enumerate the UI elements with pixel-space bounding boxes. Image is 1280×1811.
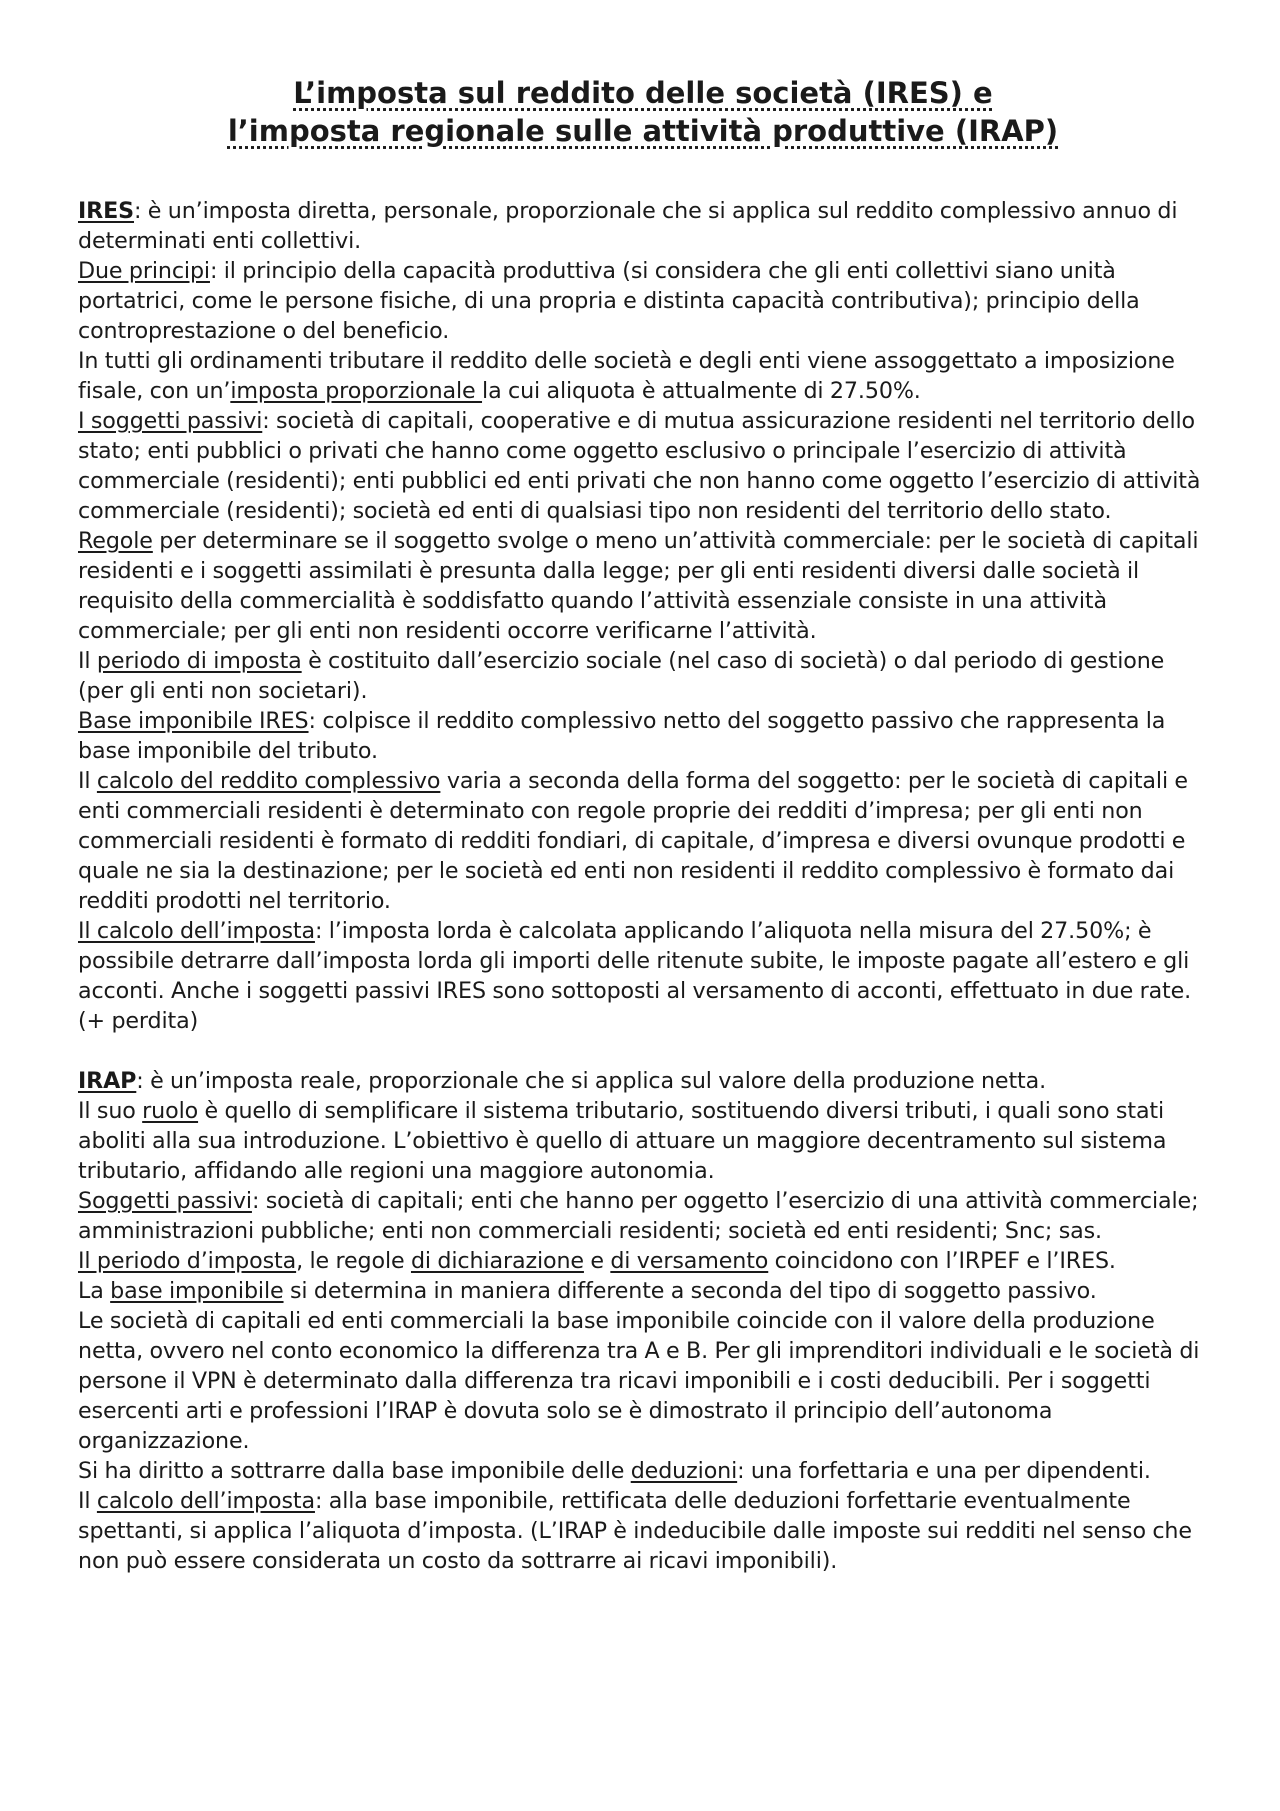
rules-term: Regole [78,528,153,554]
ires-proportional-tax: In tutti gli ordinamenti tributare il reddito delle società e degli enti viene assoggettato a imposizione fisale, con un’imposta proporzionale la cui aliquota è attualmente di 27.50%. [78,348,1175,404]
ires-taxpayers: I soggetti passivi: società di capitali, cooperative e di mutua assicurazione residenti nel territorio dello stato; enti pubblici o privati che hanno come oggetto esclusivo o principale l’esercizio di attività commerciale (residenti); enti pubblici ed enti privati che non hanno come oggetto l’esercizio di attività commerciale (residenti); società ed enti di qualsiasi tipo non residenti del territorio dello stato. [78,408,1201,524]
proportional-tax-term: imposta proporzionale [230,378,483,404]
irap-period-rules: Il periodo d’imposta, le regole di dichiarazione e di versamento coincidono con l’IRPEF e l’IRES. [78,1248,1116,1274]
ires-loss-note: (+ perdita) [78,1008,199,1034]
irap-taxable-base-term: base imponibile [110,1278,284,1304]
document-body [78,196,1208,1576]
title-line-2: l’imposta regionale sulle attività produttive (IRAP) [227,114,1059,148]
document-title [78,74,1208,150]
irap-tax-calculation-term: calcolo dell’imposta [96,1488,315,1514]
ires-tax-period: Il periodo di imposta è costituito dall’esercizio sociale (nel caso di società) o dal periodo di gestione (per gli enti non societari). [78,648,1165,704]
taxable-base-term: Base imponibile IRES [78,708,309,734]
irap-term: IRAP [78,1068,137,1094]
ires-definition: IRES: è un’imposta diretta, personale, proporzionale che si applica sul reddito complessivo annuo di determinati enti collettivi. [78,198,1178,254]
irap-role: Il suo ruolo è quello di semplificare il sistema tributario, sostituendo diversi tributi, i quali sono stati aboliti alla sua introduzione. L’obiettivo è quello di attuare un maggiore decentramento sul sistema tributario, affidando alle regioni una maggiore autonomia. [78,1098,1167,1184]
ires-rules: Regole per determinare se il soggetto svolge o meno un’attività commerciale: per le società di capitali residenti e i soggetti assimilati è presunta dalla legge; per gli enti residenti diversi dalle società il requisito della commercialità è soddisfatto quando l’attività essenziale consiste in una attività commerciale; per gli enti non residenti occorre verificarne l’attività. [78,528,1199,644]
ires-section [78,196,1208,1036]
declaration-term: di dichiarazione [410,1248,584,1274]
irap-tax-calculation: Il calcolo dell’imposta: alla base imponibile, rettificata delle deduzioni forfettarie eventualmente spettanti, si applica l’aliquota d’imposta. (L’IRAP è indeducibile dalle imposte sui redditi nel senso che non può essere considerata un costo da sottrarre ai ricavi imponibili). [78,1488,1192,1574]
irap-section [78,1066,1208,1576]
irap-tax-period-term: Il periodo d’imposta [78,1248,297,1274]
tax-period-term: periodo di imposta [96,648,302,674]
irap-taxable-base: La base imponibile si determina in maniera differente a seconda del tipo di soggetto passivo. [78,1278,1097,1304]
taxpayers-term: I soggetti passivi [78,408,263,434]
ires-tax-calculation: Il calcolo dell’imposta: l’imposta lorda è calcolata applicando l’aliquota nella misura del 27.50%; è possibile detrarre dall’imposta lorda gli importi delle ritenute subite, le imposte pagate all’estero e gli acconti. Anche i soggetti passivi IRES sono sottoposti al versamento di acconti, effettuato in due rate. [78,918,1192,1004]
ires-taxable-base: Base imponibile IRES: colpisce il reddito complessivo netto del soggetto passivo che rappresenta la base imponibile del tributo. [78,708,1166,764]
irap-deductions: Si ha diritto a sottrarre dalla base imponibile delle deduzioni: una forfettaria e una per dipendenti. [78,1458,1151,1484]
role-term: ruolo [142,1098,199,1124]
irap-base-details: Le società di capitali ed enti commerciali la base imponibile coincide con il valore della produzione netta, ovvero nel conto economico la differenza tra A e B. Per gli imprenditori individuali e le società di persone il VPN è determinato dalla differenza tra ricavi imponibili e i costi deducibili. Per i soggetti esercenti arti e professioni l’IRAP è dovuta solo se è dimostrato il principio dell’autonoma organizzazione. [78,1308,1200,1454]
irap-taxpayers-term: Soggetti passivi [78,1188,252,1214]
tax-calculation-term: Il calcolo dell’imposta [78,918,315,944]
irap-definition: IRAP: è un’imposta reale, proporzionale che si applica sul valore della produzione netta. [78,1068,1047,1094]
income-calculation-term: calcolo del reddito complessivo [96,768,441,794]
ires-principles: Due principi: il principio della capacità produttiva (si considera che gli enti collettivi siano unità portatrici, come le persone fisiche, di una propria e distinta capacità contributiva); principio della controprestazione o del beneficio. [78,258,1140,344]
irap-taxpayers: Soggetti passivi: società di capitali; enti che hanno per oggetto l’esercizio di una attività commerciale; amministrazioni pubbliche; enti non commerciali residenti; società ed enti residenti; Snc; sas. [78,1188,1199,1244]
payment-term: di versamento [610,1248,769,1274]
ires-term: IRES [78,198,134,224]
ires-income-calculation: Il calcolo del reddito complessivo varia a seconda della forma del soggetto: per le società di capitali e enti commerciali residenti è determinato con regole proprie dei redditi d’impresa; per gli enti non commerciali residenti è formato di redditi fondiari, di capitale, d’impresa e diversi ovunque prodotti e quale ne sia la destinazione; per le società ed enti non residenti il reddito complessivo è formato dai redditi prodotti nel territorio. [78,768,1188,914]
principles-term: Due principi [78,258,210,284]
deductions-term: deduzioni [630,1458,738,1484]
title-line-1: L’imposta sul reddito delle società (IRES) e [293,76,993,110]
